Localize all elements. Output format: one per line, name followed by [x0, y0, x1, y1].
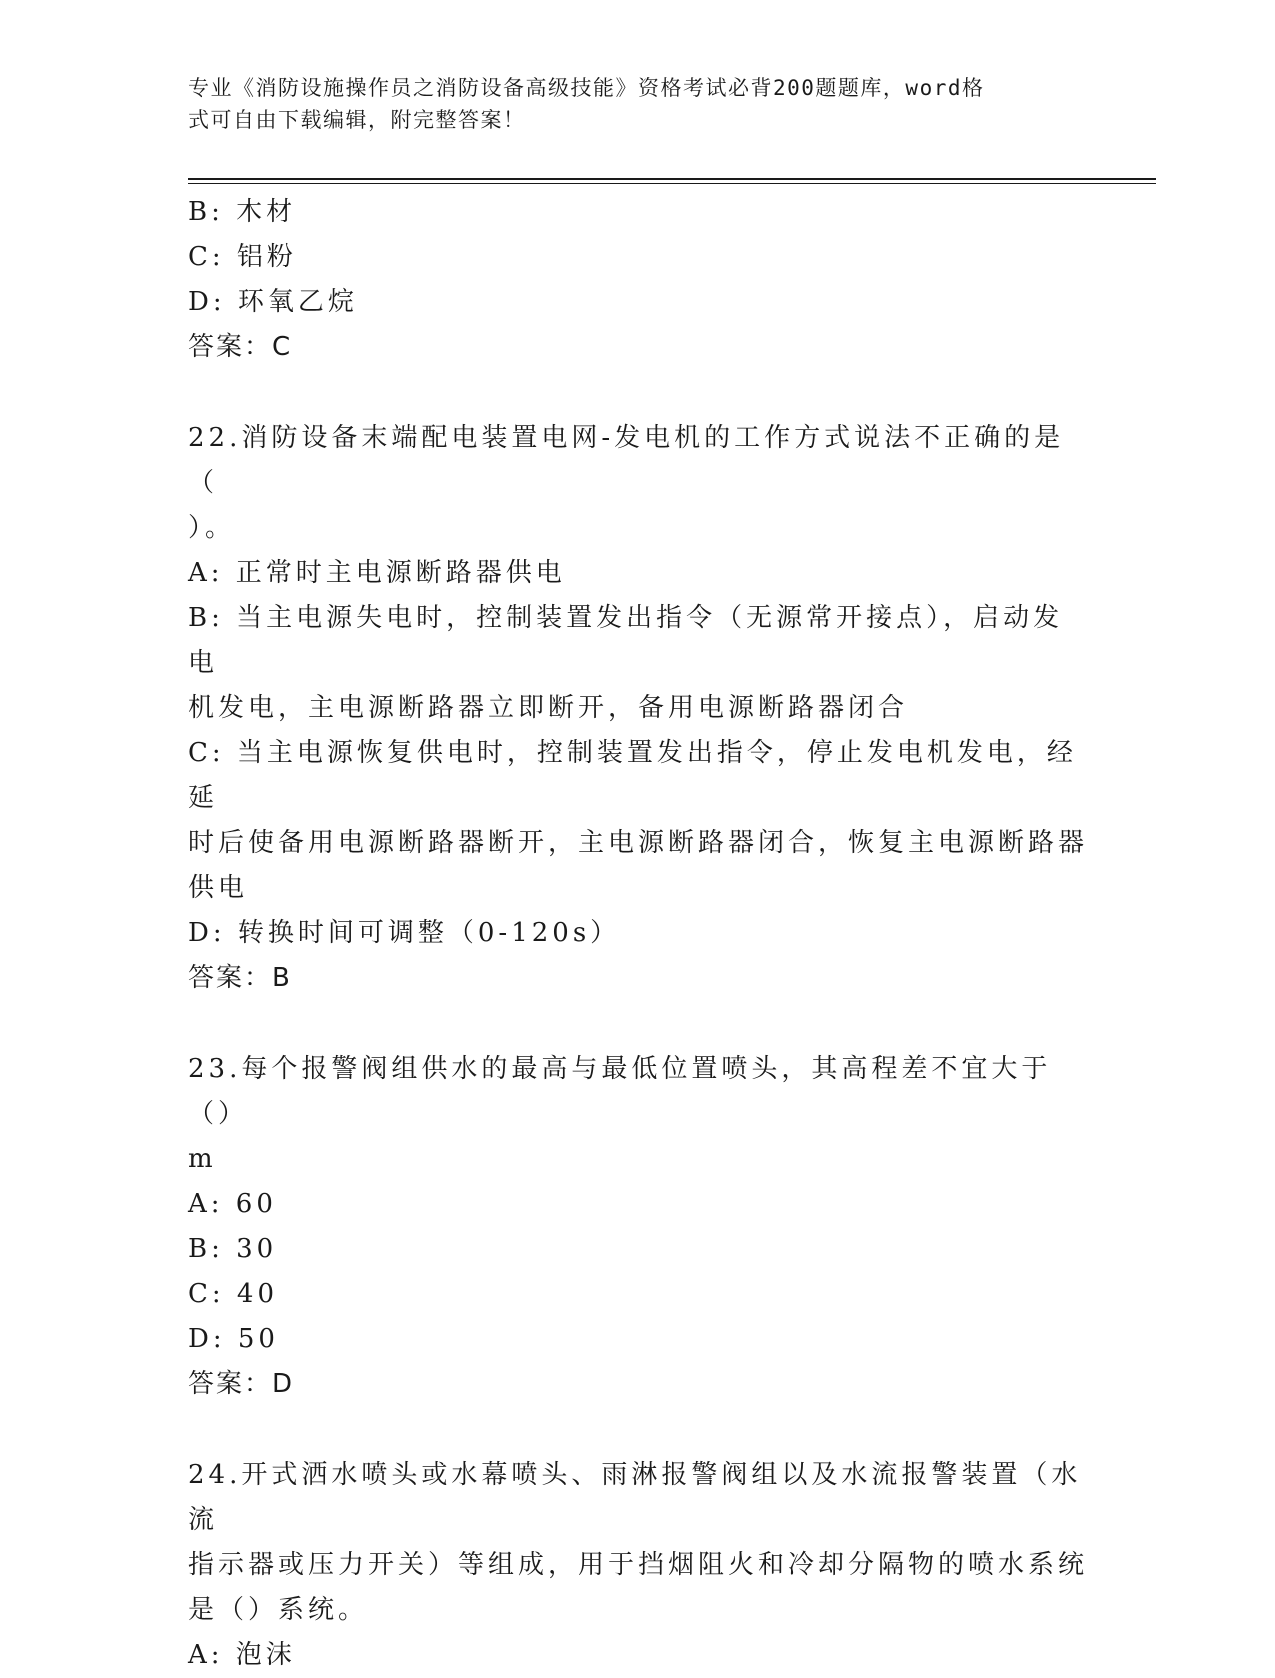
question-gap — [188, 1001, 1088, 1047]
question-stem: 22.消防设备末端配电装置电网-发电机的工作方式说法不正确的是（ — [188, 423, 1065, 498]
answer: 答案：B — [188, 963, 292, 993]
option-c: C: 当主电源恢复供电时，控制装置发出指令，停止发电机发电，经延 — [188, 738, 1077, 813]
option-c: C: 40 — [188, 1279, 279, 1309]
answer: 答案：C — [188, 332, 293, 362]
header-line-2: 式可自由下载编辑，附完整答案！ — [188, 108, 526, 132]
question-24 — [188, 1453, 1088, 1678]
question-stem: 是（）系统。 — [188, 1595, 369, 1625]
question-stem: m — [188, 1144, 217, 1174]
option-a: A: 正常时主电源断路器供电 — [188, 558, 566, 588]
option-c: 供电 — [188, 873, 249, 903]
option-d: D: 50 — [188, 1324, 279, 1354]
question-22 — [188, 416, 1088, 1001]
header-divider-thick — [188, 178, 1156, 180]
question-stem: 23.每个报警阀组供水的最高与最低位置喷头，其高程差不宜大于（） — [188, 1054, 1052, 1129]
option-a: A: 60 — [188, 1189, 277, 1219]
option-c: 时后使备用电源断路器断开，主电源断路器闭合，恢复主电源断路器 — [188, 828, 1089, 858]
question-stem: 指示器或压力开关）等组成，用于挡烟阻火和冷却分隔物的喷水系统 — [188, 1550, 1089, 1580]
question-content — [188, 190, 1088, 1678]
answer: 答案：D — [188, 1369, 295, 1399]
question-gap — [188, 1407, 1088, 1453]
option-b: B: 30 — [188, 1234, 278, 1264]
option-d: D: 环氧乙烷 — [188, 287, 358, 317]
question-stem: ）。 — [188, 513, 236, 543]
question-23 — [188, 1047, 1088, 1407]
question-stem: 24.开式洒水喷头或水幕喷头、雨淋报警阀组以及水流报警装置（水流 — [188, 1460, 1082, 1535]
question-gap — [188, 370, 1088, 416]
header-divider-thin — [188, 183, 1156, 184]
header-line-1: 专业《消防设施操作员之消防设备高级技能》资格考试必背200题题库，word格 — [188, 76, 985, 100]
option-d: D: 转换时间可调整（0-120s） — [188, 918, 621, 948]
question-21 — [188, 190, 1088, 370]
option-b: 机发电，主电源断路器立即断开，备用电源断路器闭合 — [188, 693, 909, 723]
option-c: C: 铝粉 — [188, 242, 297, 272]
option-b: B: 当主电源失电时，控制装置发出指令（无源常开接点），启动发电 — [188, 603, 1064, 678]
option-a: A: 泡沫 — [188, 1640, 296, 1670]
option-b: B: 木材 — [188, 197, 297, 227]
page-header — [188, 72, 1068, 136]
